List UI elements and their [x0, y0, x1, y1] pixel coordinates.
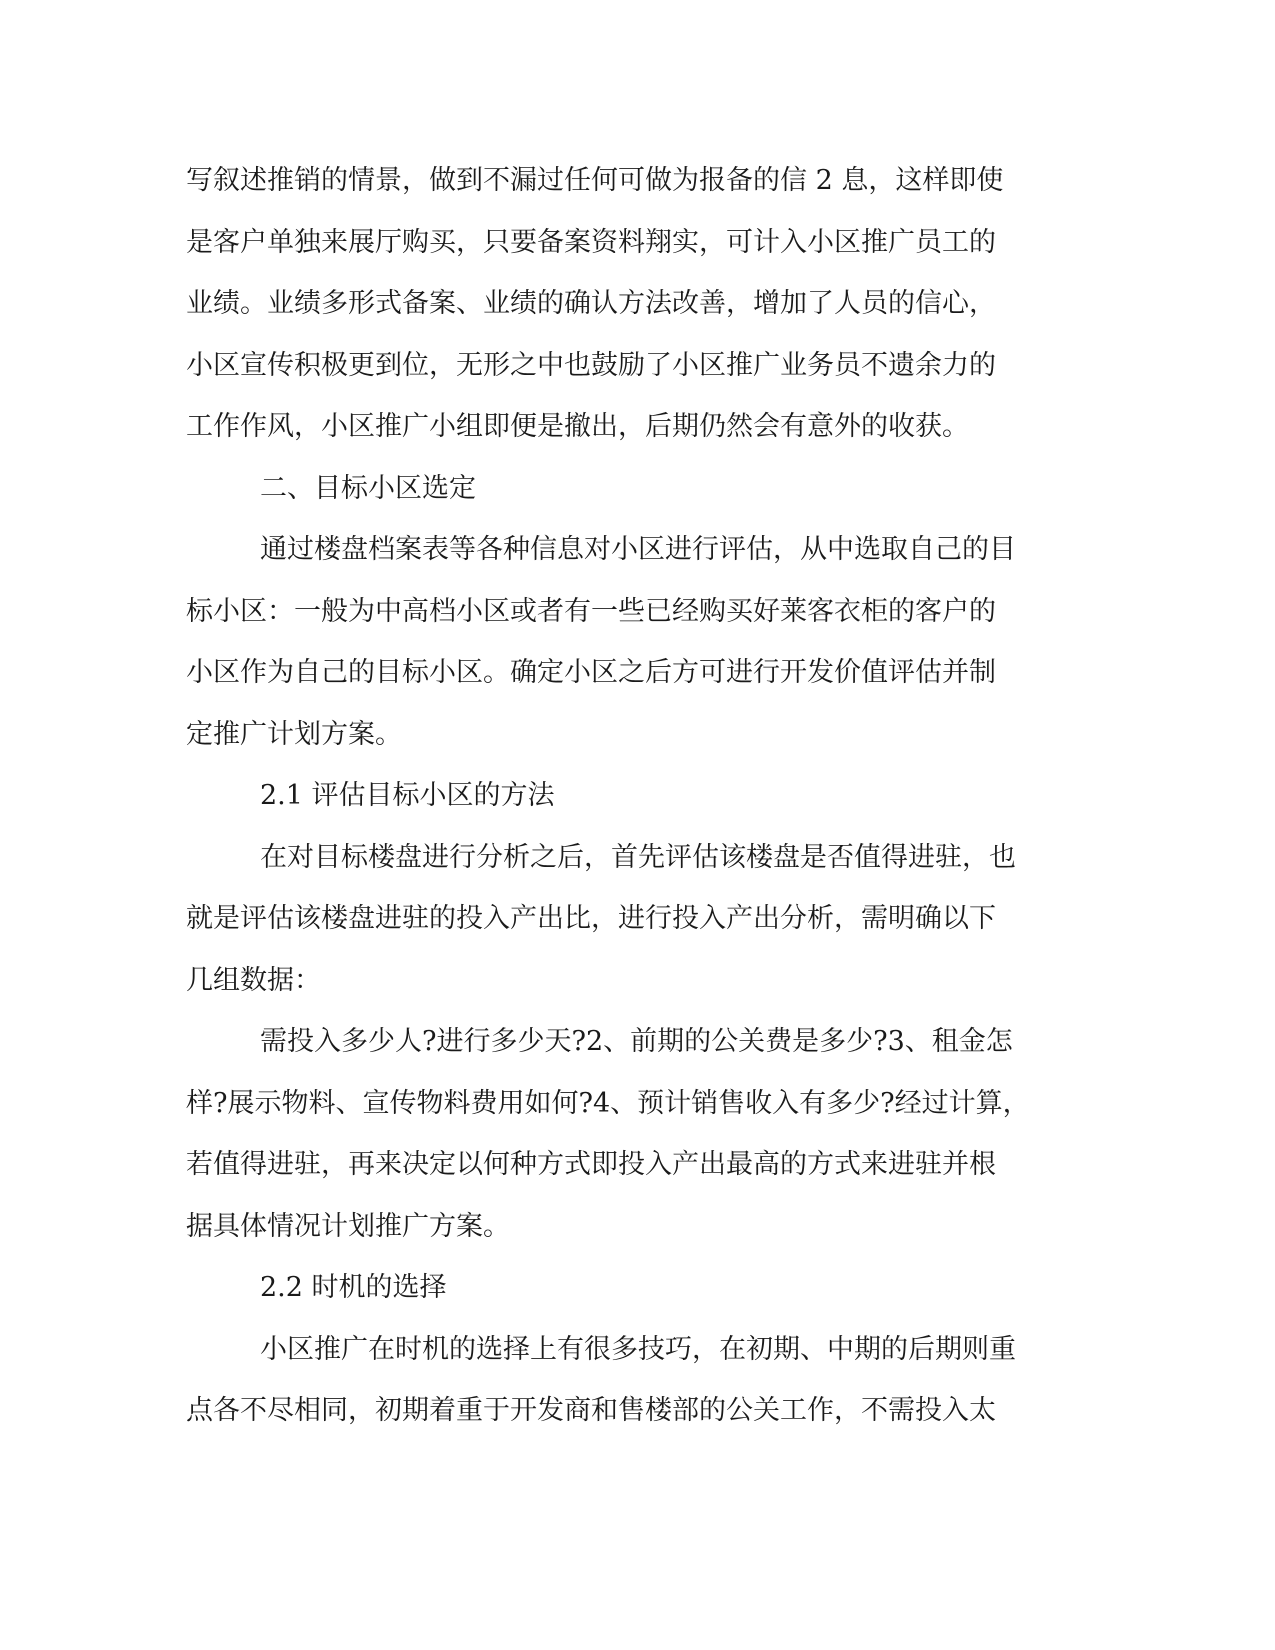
- text-line: 二、目标小区选定: [260, 472, 476, 504]
- text-line: 写叙述推销的情景，做到不漏过任何可做为报备的信 2 息，这样即使: [186, 165, 1004, 196]
- text-line: 工作作风，小区推广小组即便是撤出，后期仍然会有意外的收获。: [186, 411, 969, 442]
- text-line: 小区推广在时机的选择上有很多技巧，在初期、中期的后期则重: [260, 1333, 1016, 1365]
- text-line: 需投入多少人?进行多少天?2、前期的公关费是多少?3、租金怎: [260, 1026, 1013, 1057]
- text-line: 2.1 评估目标小区的方法: [260, 780, 555, 811]
- text-line: 标小区：一般为中高档小区或者有一些已经购买好莱客衣柜的客户的: [186, 595, 996, 627]
- text-line: 是客户单独来展厅购买，只要备案资料翔实，可计入小区推广员工的: [186, 226, 996, 258]
- text-line: 据具体情况计划推广方案。: [186, 1210, 510, 1242]
- text-line: 业绩。业绩多形式备案、业绩的确认方法改善，增加了人员的信心，: [186, 288, 996, 319]
- text-line: 样?展示物料、宣传物料费用如何?4、预计销售收入有多少?经过计算，: [186, 1087, 1030, 1119]
- text-line: 若值得进驻，再来决定以何种方式即投入产出最高的方式来进驻并根: [186, 1149, 996, 1180]
- text-line: 点各不尽相同，初期着重于开发商和售楼部的公关工作，不需投入太: [186, 1395, 996, 1426]
- text-line: 小区宣传积极更到位，无形之中也鼓励了小区推广业务员不遗余力的: [186, 349, 996, 381]
- text-line: 在对目标楼盘进行分析之后，首先评估该楼盘是否值得进驻，也: [260, 841, 1016, 873]
- text-line: 几组数据：: [186, 964, 321, 996]
- text-line: 通过楼盘档案表等各种信息对小区进行评估，从中选取自己的目: [260, 534, 1016, 565]
- text-line: 定推广计划方案。: [186, 718, 402, 750]
- text-line: 就是评估该楼盘进驻的投入产出比，进行投入产出分析，需明确以下: [186, 903, 996, 934]
- document-body: [186, 163, 1086, 1455]
- text-line: 小区作为自己的目标小区。确定小区之后方可进行开发价值评估并制: [186, 657, 996, 688]
- text-line: 2.2 时机的选择: [260, 1272, 447, 1303]
